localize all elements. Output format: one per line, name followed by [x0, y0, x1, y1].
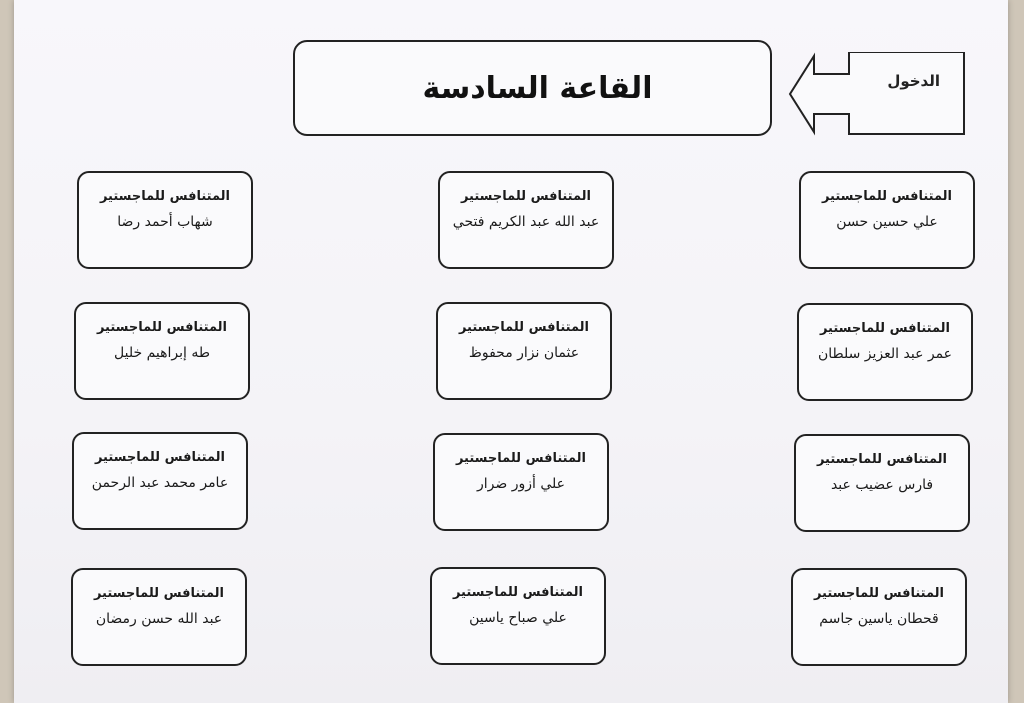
seat-card-right-3	[794, 434, 970, 532]
seat-role: المتنافس للماجستير	[96, 320, 228, 335]
seat-role: المتنافس للماجستير	[813, 586, 945, 601]
hall-title: القاعة السادسة	[422, 70, 653, 106]
seat-card-left-1	[77, 171, 253, 269]
seat-card-left-3	[72, 432, 248, 530]
seat-name: عامر محمد عبد الرحمن	[91, 475, 229, 491]
seat-card-middle-2	[436, 302, 612, 400]
seat-name: قحطان ياسين جاسم	[819, 611, 939, 627]
entrance-arrow-icon	[788, 52, 966, 136]
seat-name: علي حسين حسن	[836, 214, 938, 230]
seat-role: المتنافس للماجستير	[819, 321, 951, 336]
seat-role: المتنافس للماجستير	[821, 189, 953, 204]
seat-name: عثمان نزار محفوظ	[468, 345, 580, 361]
seat-role: المتنافس للماجستير	[460, 189, 592, 204]
seat-name: طه إبراهيم خليل	[114, 345, 210, 361]
seat-card-left-4	[71, 568, 247, 666]
seat-name: علي أزور ضرار	[477, 476, 565, 492]
seat-role: المتنافس للماجستير	[458, 320, 590, 335]
seat-card-right-4	[791, 568, 967, 666]
seat-role: المتنافس للماجستير	[455, 451, 587, 466]
seat-role: المتنافس للماجستير	[816, 452, 948, 467]
seat-role: المتنافس للماجستير	[94, 450, 226, 465]
seat-role: المتنافس للماجستير	[452, 585, 584, 600]
seat-card-middle-3	[433, 433, 609, 531]
entrance-sign	[788, 52, 966, 136]
seat-name: عمر عبد العزيز سلطان	[817, 346, 953, 362]
seat-card-middle-4	[430, 567, 606, 665]
seat-role: المتنافس للماجستير	[93, 586, 225, 601]
seat-name: فارس عضيب عبد	[830, 477, 934, 493]
seat-name: عبد الله حسن رمضان	[95, 611, 223, 627]
seat-name: شهاب أحمد رضا	[117, 214, 213, 230]
seat-name: عبد الله عبد الكريم فتحي	[452, 214, 600, 230]
hall-title-box	[293, 40, 772, 136]
seat-name: علي صباح ياسين	[469, 610, 567, 626]
seat-card-left-2	[74, 302, 250, 400]
entrance-label: الدخول	[887, 72, 940, 90]
seat-card-middle-1	[438, 171, 614, 269]
seat-role: المتنافس للماجستير	[99, 189, 231, 204]
seat-card-right-1	[799, 171, 975, 269]
seat-card-right-2	[797, 303, 973, 401]
